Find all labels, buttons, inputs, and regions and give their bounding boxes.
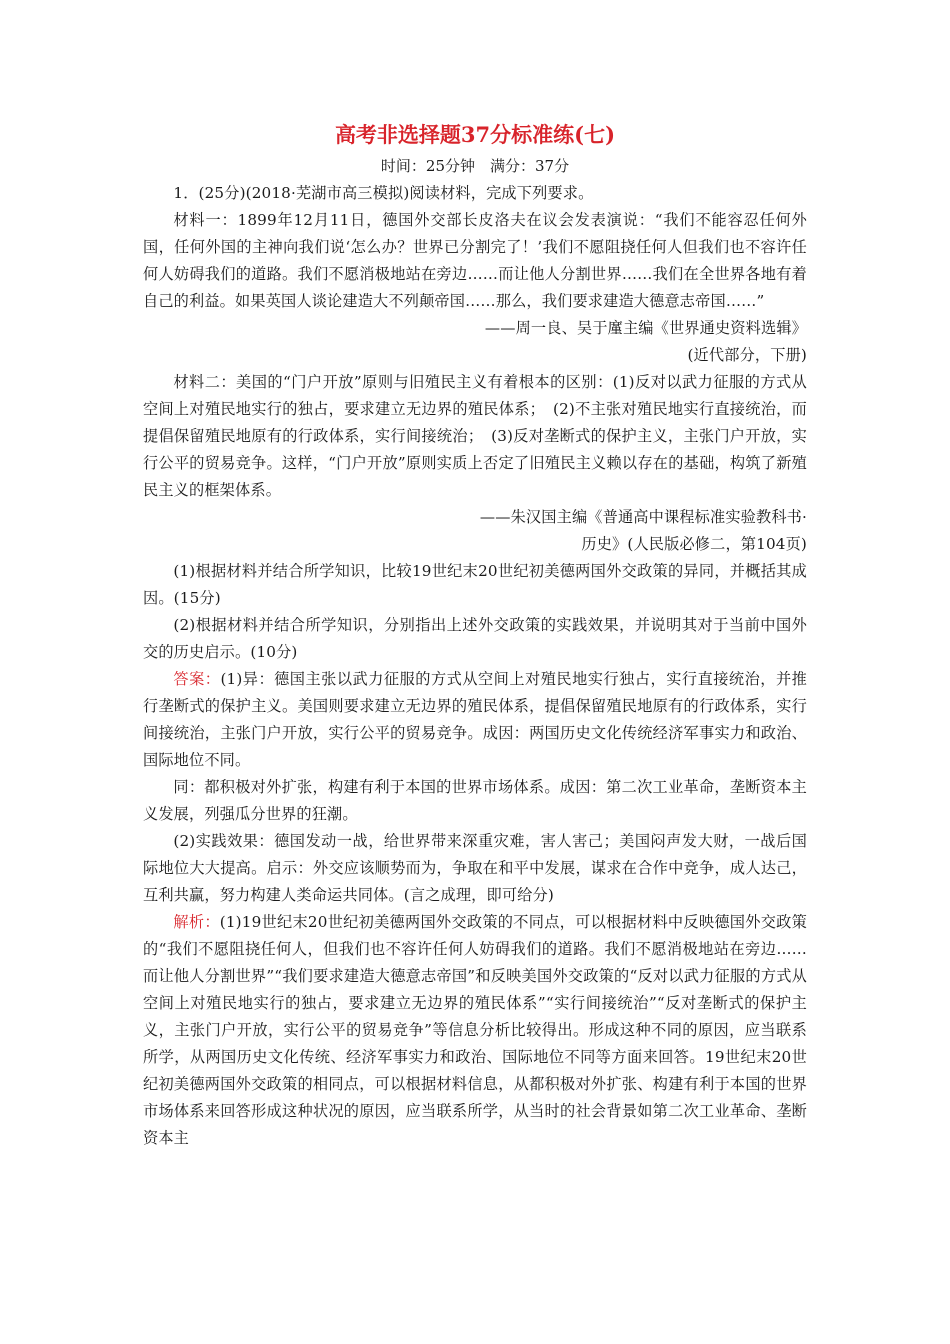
question-intro: 1．(25分)(2018·芜湖市高三模拟)阅读材料，完成下列要求。 [173, 184, 594, 202]
sub-question-1: (1)根据材料并结合所学知识，比较19世纪末20世纪初美德两国外交政策的异同，并概括其成因。(15分) [143, 562, 807, 607]
answer-part-3: (2)实践效果：德国发动一战，给世界带来深重灾难，害人害己；美国闷声发大财，一战后国际地位大大提高。启示：外交应该顺势而为，争取在和平中发展，谋求在合作中竞争，成人达己，互利共赢，努力构建人类命运共同体。(言之成理，即可给分) [143, 832, 807, 904]
analysis-label: 解析： [173, 913, 220, 931]
sub-question-2: (2)根据材料并结合所学知识，分别指出上述外交政策的实践效果，并说明其对于当前中国外交的历史启示。(10分) [143, 616, 807, 661]
time-score-info: 时间：25分钟 满分：37分 [380, 157, 570, 175]
answer-part-2: 同：都积极对外扩张，构建有利于本国的世界市场体系。成因：第二次工业革命，垄断资本主义发展，列强瓜分世界的狂潮。 [143, 778, 807, 823]
analysis-text: (1)19世纪末20世纪初美德两国外交政策的不同点，可以根据材料中反映德国外交政策的“我们不愿阻挠任何人，但我们也不容许任何人妨碍我们的道路。我们不愿消极地站在旁边……而让他人分割世界”“我们要求建造大德意志帝国”和反映美国外交政策的“反对以武力征服的方式从空间上对殖民地实行的独占，要求建立无边界的殖民体系”“实行间接统治”“反对垄断式的保护主义，主张门户开放，实行公平的贸易竞争”等信息分析比较得出。形成这种不同的原因，应当联系所学，从两国历史文化传统、经济军事实力和政治、国际地位不同等方面来回答。19世纪末20世纪初美德两国外交政策的相同点，可以根据材料信息，从都积极对外扩张、构建有利于本国的世界市场体系来回答形成这种状况的原因，应当联系所学，从当时的社会背景如第二次工业革命、垄断资本主 [143, 913, 807, 1147]
answer-label: 答案： [173, 670, 221, 688]
material-two-source-cont: 历史》(人民版必修二，第104页) [581, 535, 807, 553]
material-one-source-cont: (近代部分，下册) [687, 346, 807, 364]
document-title: 高考非选择题37分标准练(七) [334, 122, 616, 147]
analysis-paragraph [143, 909, 807, 1152]
document-body [143, 180, 807, 1152]
material-two-source: ——朱汉国主编《普通高中课程标准实验教科书· [479, 508, 807, 526]
material-one-source: ——周一良、吴于廑主编《世界通史资料选辑》 [484, 319, 807, 337]
answer-text-1: (1)异：德国主张以武力征服的方式从空间上对殖民地实行独占，实行直接统治，并推行垄断式的保护主义。美国则要求建立无边界的殖民体系，提倡保留殖民地原有的行政体系，实行间接统治，主张门户开放，实行公平的贸易竞争。成因：两国历史文化传统经济军事实力和政治、国际地位不同。 [143, 670, 807, 769]
material-one: 材料一：1899年12月11日，德国外交部长皮洛夫在议会发表演说：“我们不能容忍任何外国，任何外国的主神向我们说‘怎么办？世界已分割完了！’我们不愿阻挠任何人但我们也不容许任何人妨碍我们的道路。我们不愿消极地站在旁边……而让他人分割世界……我们在全世界各地有着自己的利益。如果英国人谈论建造大不列颠帝国……那么，我们要求建造大德意志帝国……” [143, 211, 807, 310]
answer-part-1 [143, 666, 807, 774]
material-two: 材料二：美国的“门户开放”原则与旧殖民主义有着根本的区别：(1)反对以武力征服的方式从空间上对殖民地实行的独占，要求建立无边界的殖民体系； (2)不主张对殖民地实行直接统治，而提倡保留殖民地原有的行政体系，实行间接统治； (3)反对垄断式的保护主义，主张门户开放，实行公平的贸易竞争。这样，“门户开放”原则实质上否定了旧殖民主义赖以存在的基础，构筑了新殖民主义的框架体系。 [143, 373, 807, 499]
